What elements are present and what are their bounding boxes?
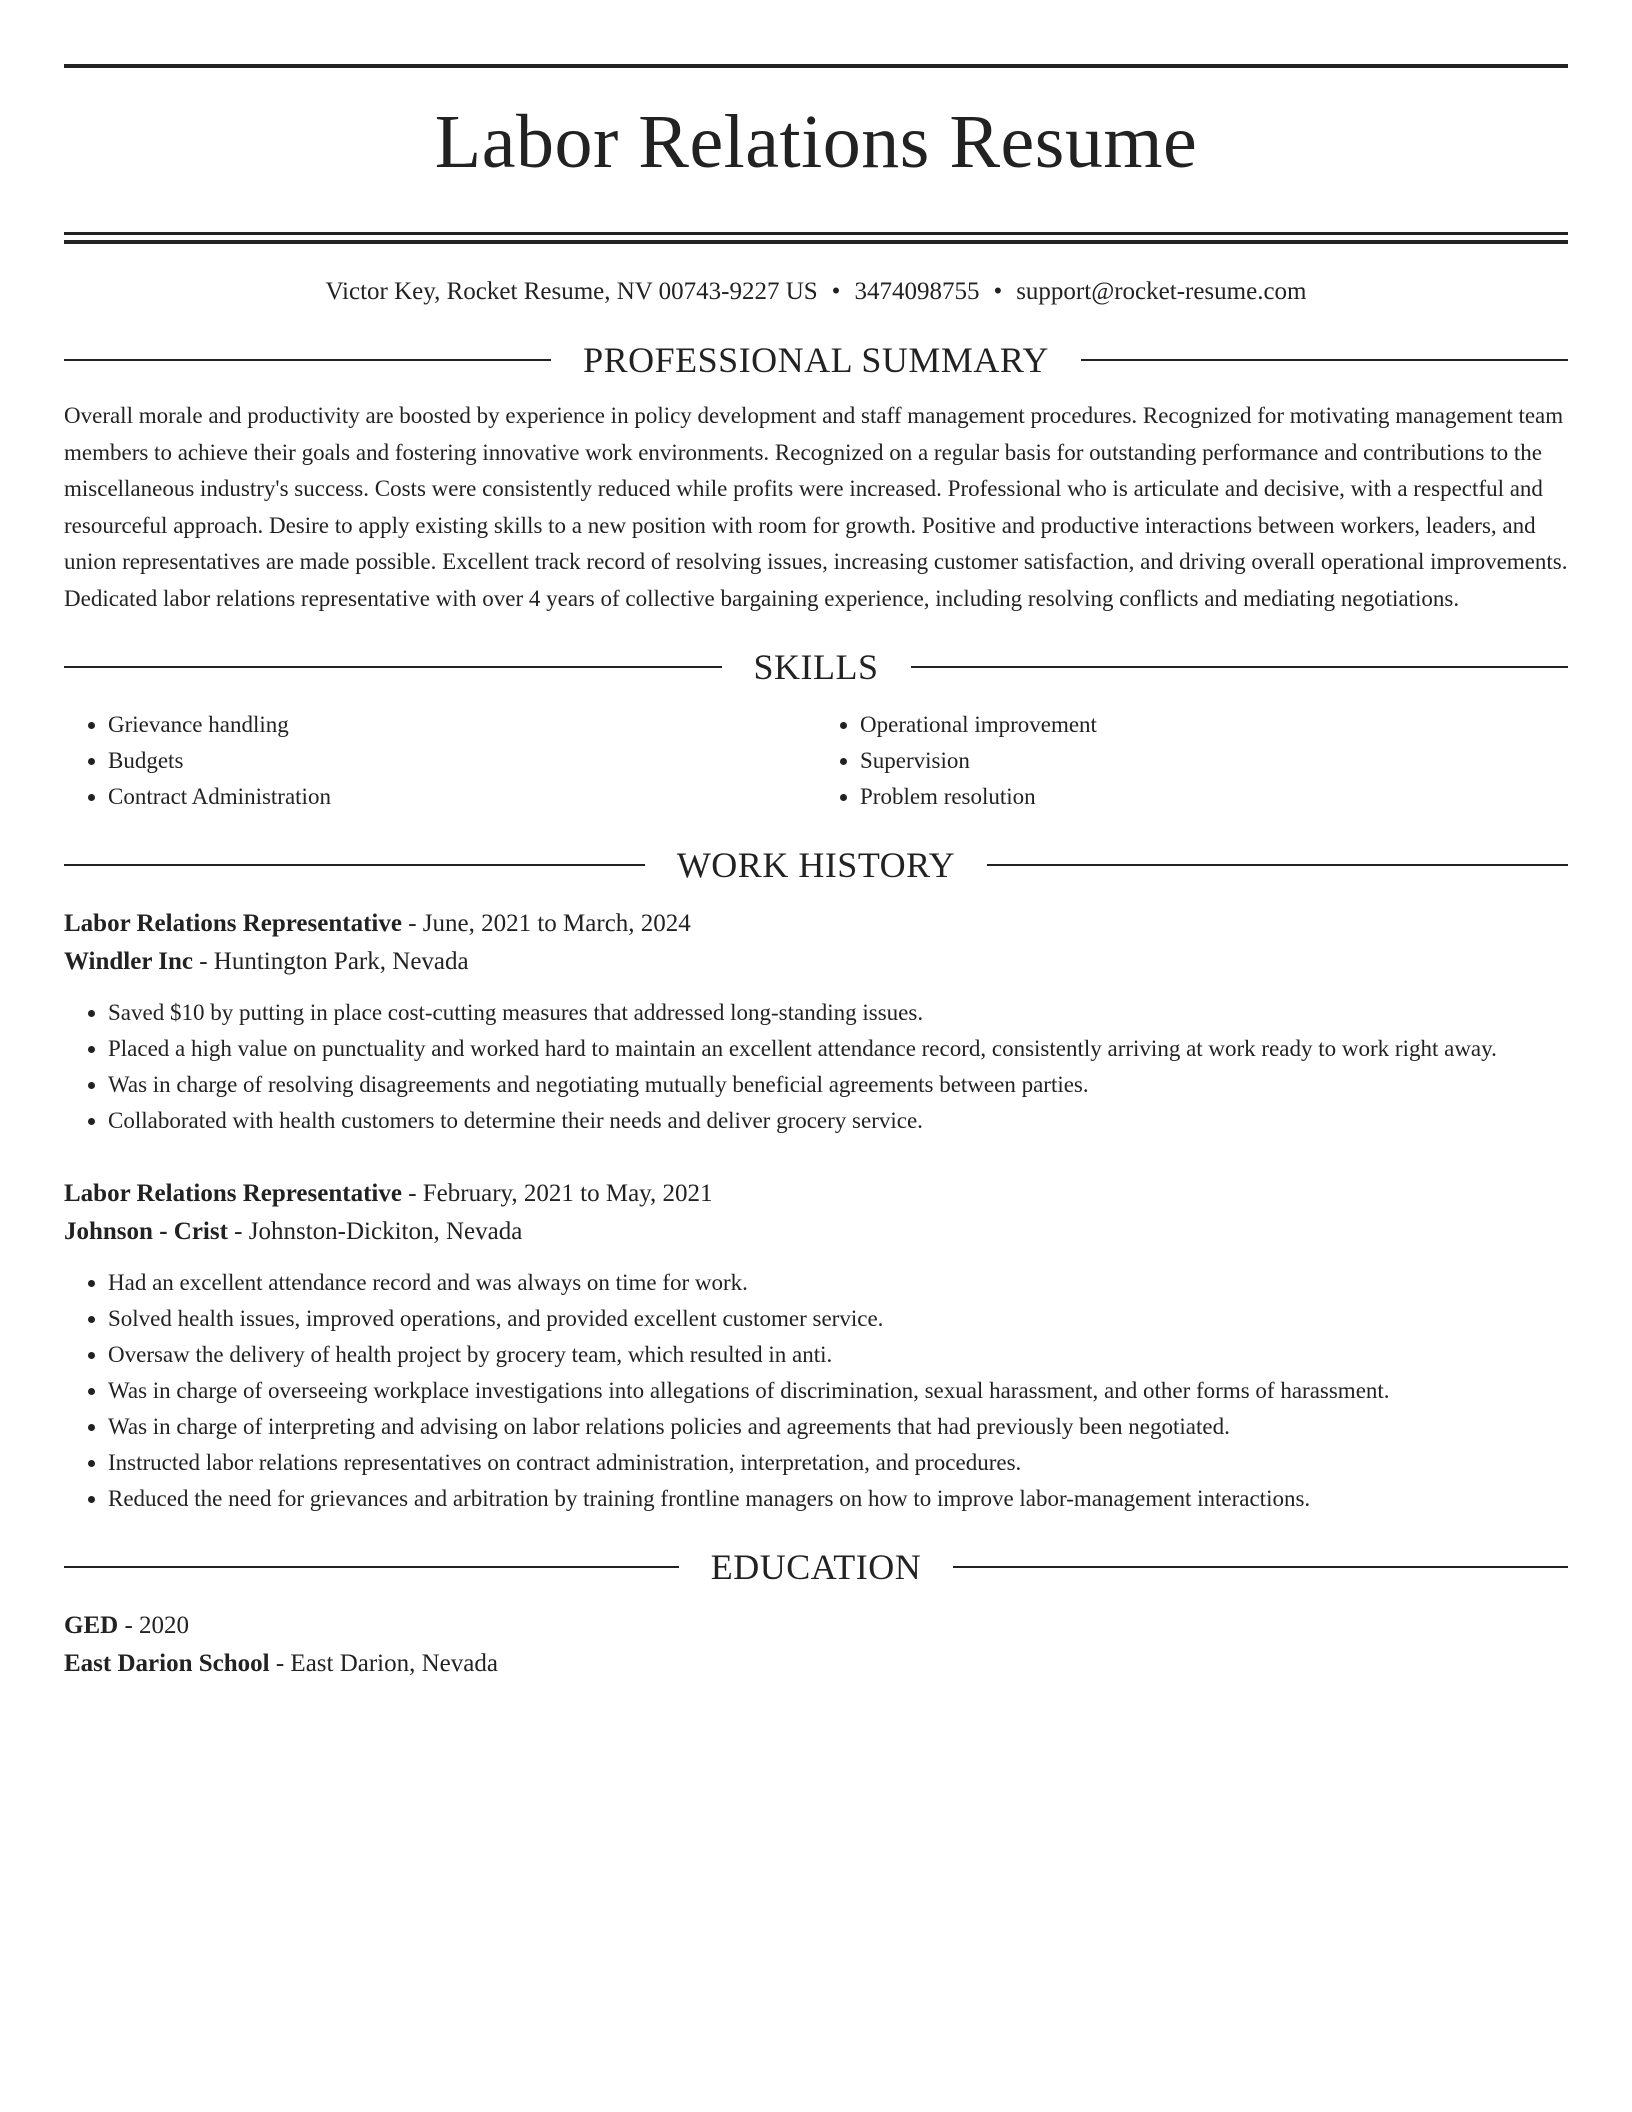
heading-rule-right: [953, 1566, 1568, 1568]
job-company: Windler Inc: [64, 948, 193, 975]
education-degree-line: [64, 1607, 1568, 1645]
skill-item: • Supervision: [860, 743, 1568, 779]
job-location: - Huntington Park, Nevada: [192, 948, 469, 975]
job-title: Labor Relations Representative: [64, 910, 402, 937]
education-school-line: [64, 1645, 1568, 1683]
resume-title: Labor Relations Resume: [434, 100, 1198, 184]
job-bullet: • Placed a high value on punctuality and worked hard to maintain an excellent attendance record, consistently arriving at work ready to work right away.: [108, 1031, 1568, 1067]
contact-email: support@rocket-resume.com: [1016, 278, 1307, 305]
job-location: - Johnston-Dickiton, Nevada: [227, 1218, 523, 1245]
education-section-heading: [64, 1547, 1568, 1587]
contact-address: Victor Key, Rocket Resume, NV 00743-9227 US: [325, 278, 818, 305]
job-bullet: • Had an excellent attendance record and was always on time for work.: [108, 1265, 1568, 1301]
job-bullets: [64, 995, 1568, 1139]
skills-list: [64, 707, 1568, 815]
job-bullets: [64, 1265, 1568, 1517]
skill-item: • Problem resolution: [860, 779, 1568, 815]
contact-line: [64, 274, 1568, 310]
education-degree: GED: [64, 1612, 119, 1639]
contact-phone: 3474098755: [854, 278, 980, 305]
skills-column-right: [816, 707, 1568, 815]
job-entry: [64, 905, 1568, 1139]
heading-rule-left: [64, 1566, 679, 1568]
summary-heading: PROFESSIONAL SUMMARY: [583, 340, 1049, 380]
job-dates: - June, 2021 to March, 2024: [401, 910, 691, 937]
skill-item: • Budgets: [108, 743, 816, 779]
job-bullet: • Saved $10 by putting in place cost-cutting measures that addressed long-standing issues.: [108, 995, 1568, 1031]
contact-separator: •: [831, 278, 841, 305]
heading-rule-left: [64, 864, 645, 866]
job-bullet: • Reduced the need for grievances and arbitration by training frontline managers on how to improve labor-management interactions.: [108, 1481, 1568, 1517]
skills-column-left: [64, 707, 816, 815]
job-title: Labor Relations Representative: [64, 1180, 402, 1207]
job-entry: [64, 1175, 1568, 1517]
heading-rule-right: [911, 666, 1569, 668]
job-bullet: • Was in charge of resolving disagreements and negotiating mutually beneficial agreements between parties.: [108, 1067, 1568, 1103]
education-location: - East Darion, Nevada: [269, 1650, 498, 1677]
summary-section-heading: [64, 340, 1568, 380]
job-company-line: [64, 943, 1568, 981]
job-company-line: [64, 1213, 1568, 1251]
top-rule: [64, 64, 1568, 68]
job-bullet: • Solved health issues, improved operations, and provided excellent customer service.: [108, 1301, 1568, 1337]
education-heading: EDUCATION: [710, 1547, 922, 1587]
heading-rule-left: [64, 359, 551, 361]
heading-rule-right: [1081, 359, 1568, 361]
skill-item: • Operational improvement: [860, 707, 1568, 743]
job-bullet: • Instructed labor relations representatives on contract administration, interpretation, and procedures.: [108, 1445, 1568, 1481]
contact-separator: •: [993, 278, 1003, 305]
job-bullet: • Oversaw the delivery of health project by grocery team, which resulted in anti.: [108, 1337, 1568, 1373]
job-bullet: • Was in charge of overseeing workplace investigations into allegations of discrimination, sexual harassment, and other forms of harassment.: [108, 1373, 1568, 1409]
job-bullet: • Collaborated with health customers to determine their needs and deliver grocery service.: [108, 1103, 1568, 1139]
title-double-rule: [64, 232, 1568, 244]
work-section-heading: [64, 845, 1568, 885]
heading-rule-right: [987, 864, 1568, 866]
skill-item: • Grievance handling: [108, 707, 816, 743]
skills-heading: SKILLS: [753, 647, 879, 687]
skill-item: • Contract Administration: [108, 779, 816, 815]
job-bullet: • Was in charge of interpreting and advising on labor relations policies and agreements that had previously been negotiated.: [108, 1409, 1568, 1445]
education-year: - 2020: [118, 1612, 190, 1639]
job-title-line: [64, 1175, 1568, 1213]
summary-text: Overall morale and productivity are boosted by experience in policy development and staff management procedures. Recognized for motivating management team members to achieve their goals and fostering innovative work environments. Recognized on a regular basis for outstanding performance and contributions to the miscellaneous industry's success. Costs were consistently reduced while profits were increased. Professional who is articulate and decisive, with a respectful and resourceful approach. Desire to apply existing skills to a new position with room for growth. Positive and productive interactions between workers, leaders, and union representatives are made possible. Excellent track record of resolving issues, increasing customer satisfaction, and driving overall operational improvements. Dedicated labor relations representative with over 4 years of collective bargaining experience, including resolving conflicts and mediating negotiations.: [64, 403, 1568, 611]
work-heading: WORK HISTORY: [676, 845, 956, 885]
skills-section-heading: [64, 647, 1568, 687]
heading-rule-left: [64, 666, 722, 668]
education-school: East Darion School: [64, 1650, 270, 1677]
education-entry: [64, 1607, 1568, 1683]
job-dates: - February, 2021 to May, 2021: [401, 1180, 713, 1207]
job-company: Johnson - Crist: [64, 1218, 228, 1245]
job-title-line: [64, 905, 1568, 943]
